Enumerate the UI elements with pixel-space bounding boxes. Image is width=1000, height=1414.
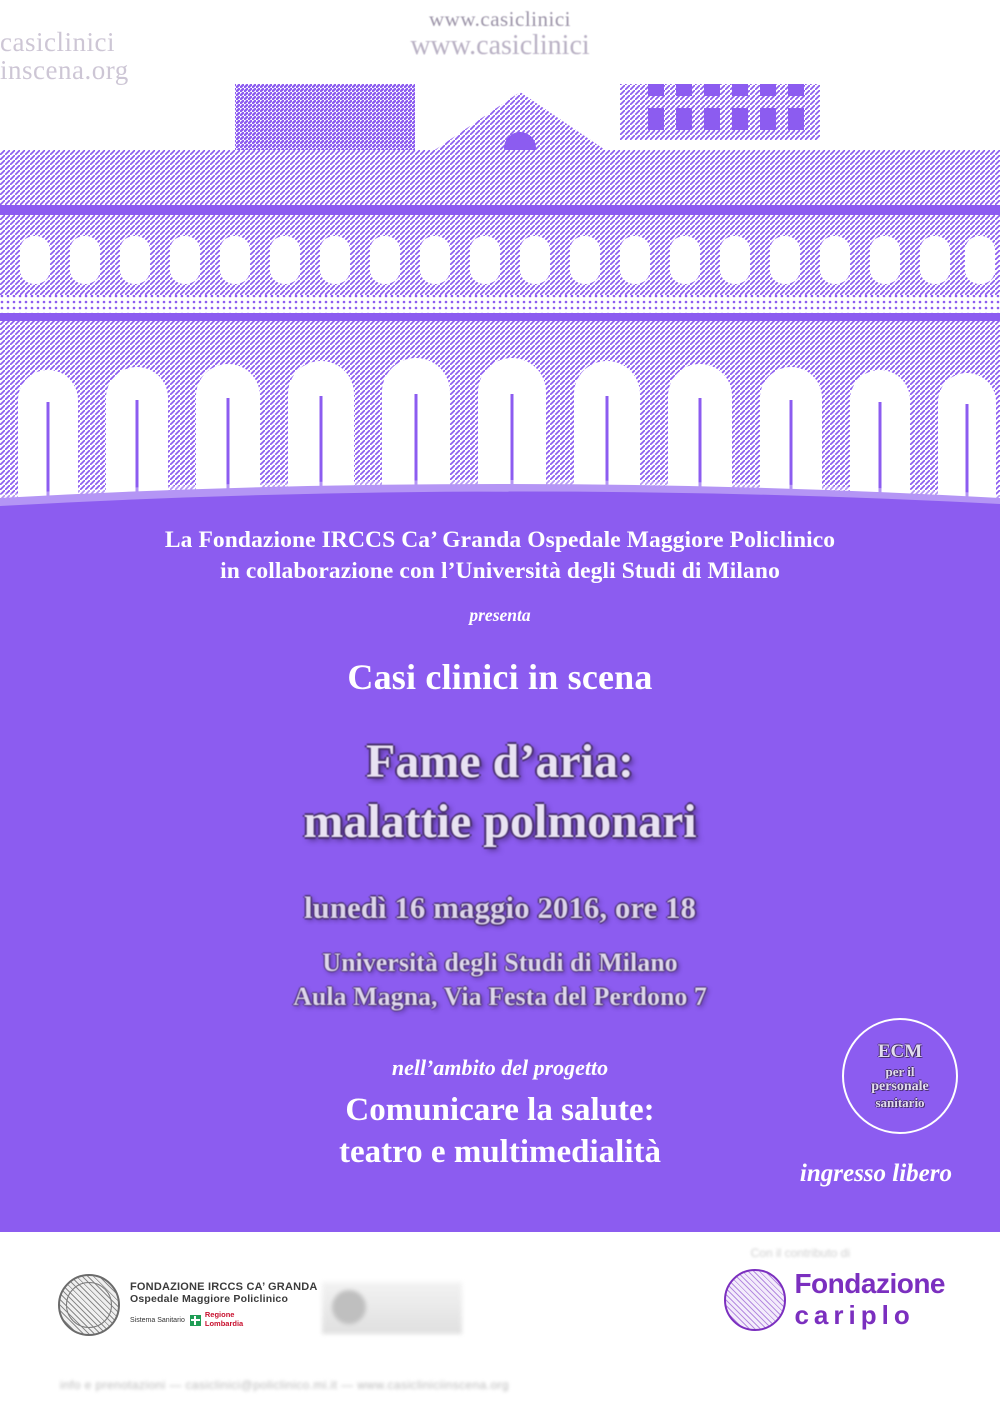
website-url-line1: www.casiclinici <box>428 7 571 31</box>
ecm-line-1: ECM <box>877 1041 923 1063</box>
website-url <box>300 8 700 62</box>
regione-line-2: Lombardia <box>204 1319 244 1328</box>
footer-fineprint: info e prenotazioni — casiclinici@policlinico.mi.it — www.casicliniciinscena.org <box>60 1378 510 1392</box>
presenta-label: presenta <box>469 605 531 626</box>
regione-lombardia-lockup <box>130 1311 318 1328</box>
top-white-strip <box>0 0 1000 84</box>
promoter-line-2: in collaborazione con l’Università degli Studi di Milano <box>220 558 780 585</box>
cariplo-line-2: cariplo <box>794 1300 915 1330</box>
ecm-line-4: sanitario <box>875 1095 925 1111</box>
partner-mark-icon <box>332 1290 366 1324</box>
footer-logo-bar <box>0 1232 1000 1414</box>
venue-line-2: Aula Magna, Via Festa del Perdono 7 <box>293 982 707 1012</box>
event-venue <box>0 946 1000 1015</box>
policlinico-wordmark <box>130 1281 318 1328</box>
promoter-block <box>0 525 1000 587</box>
website-url-line2: www.casiclinici <box>410 30 590 62</box>
lombardia-cross-icon <box>190 1315 201 1326</box>
cariplo-wordmark <box>794 1268 945 1331</box>
cariplo-seal-icon <box>724 1269 786 1331</box>
logo-policlinico <box>58 1274 318 1336</box>
ecm-line-2: per il <box>885 1063 915 1079</box>
regione-line-1: Regione <box>204 1310 235 1320</box>
event-date: lunedì 16 maggio 2016, ore 18 <box>303 890 697 926</box>
logo-fondazione-cariplo <box>724 1268 945 1331</box>
logo-partner-center <box>322 1282 462 1334</box>
ecm-line-3: personale <box>871 1078 929 1094</box>
project-title-line-1: Comunicare la salute: <box>345 1091 655 1128</box>
project-title-line-2: teatro e multimedialità <box>339 1133 661 1170</box>
policlinico-line-2: Ospedale Maggiore Policlinico <box>130 1293 289 1306</box>
venue-line-1: Università degli Studi di Milano <box>322 948 678 978</box>
promoter-line-1: La Fondazione IRCCS Ca’ Granda Ospedale Maggiore Policlinico <box>164 527 836 553</box>
project-intro: nell’ambito del progetto <box>391 1054 609 1080</box>
supported-by-label: Con il contributo di <box>750 1246 850 1260</box>
cariplo-line-1: Fondazione <box>794 1268 945 1299</box>
event-title-line-1: Fame d’aria: <box>366 735 634 789</box>
free-entry-note: ingresso libero <box>799 1160 952 1187</box>
ecm-stamp-badge <box>842 1018 958 1134</box>
series-title: Casi clinici in scena <box>347 657 653 698</box>
sistema-sanitario-label: Sistema Sanitario <box>130 1316 185 1324</box>
website-ghost-text: casiclinici inscena.org <box>0 27 129 86</box>
policlinico-line-1: FONDAZIONE IRCCS CA’ GRANDA <box>130 1281 318 1294</box>
regione-lombardia-text <box>205 1311 243 1328</box>
policlinico-seal-icon <box>58 1274 120 1336</box>
event-title <box>0 732 1000 852</box>
event-title-line-2: malattie polmonari <box>303 795 697 849</box>
